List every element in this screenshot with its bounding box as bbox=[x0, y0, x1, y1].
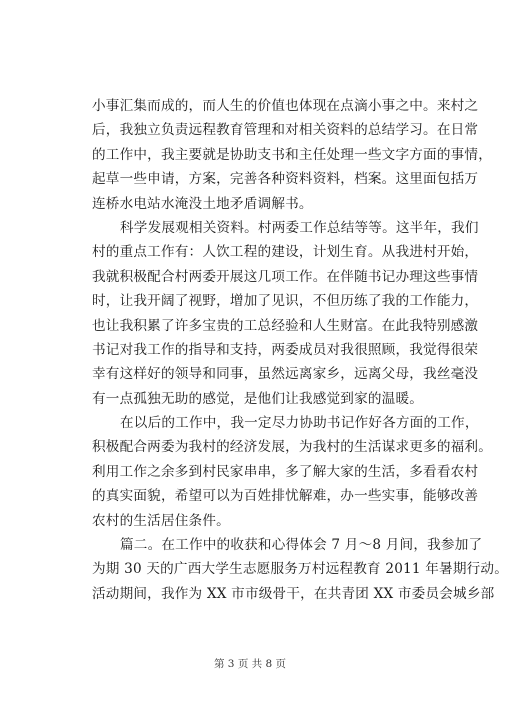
document-body bbox=[92, 94, 508, 606]
text-line: 科学发展观相关资料。村两委工作总结等等。这半年，我们 bbox=[120, 219, 479, 236]
text-line: 有一点孤独无助的感觉，是他们让我感觉到家的温暖。 bbox=[92, 390, 424, 407]
text-line: 为期 30 天的广西大学生志愿服务万村远程教育 2011 年暑期行动。 bbox=[92, 561, 508, 578]
text-line: 的工作中，我主要就是协助支书和主任处理一些文字方面的事情， bbox=[92, 146, 493, 163]
text-line: 后，我独立负责远程教育管理和对相关资料的总结学习。在日常 bbox=[92, 122, 479, 139]
text-line: 在以后的工作中，我一定尽力协助书记作好各方面的工作， bbox=[120, 415, 479, 432]
text-line: 时，让我开阔了视野，增加了见识，不但历练了我的工作能力， bbox=[92, 293, 479, 310]
page-footer: 第 3 页 共 8 页 bbox=[213, 658, 287, 670]
text-line: 书记对我工作的指导和支持，两委成员对我很照顾，我觉得很荣 bbox=[92, 341, 479, 358]
text-line: 活动期间，我作为 XX 市市级骨干，在共青团 XX 市委员会城乡部 bbox=[92, 585, 495, 602]
text-line: 也让我积累了许多宝贵的工总经验和人生财富。在此我特别感激 bbox=[92, 317, 479, 334]
text-line: 小事汇集而成的，而人生的价值也体现在点滴小事之中。来村之 bbox=[92, 98, 479, 114]
text-line: 幸有这样好的领导和同事，虽然远离家乡，远离父母，我丝毫没 bbox=[92, 366, 479, 383]
text-line: 积极配合两委为我村的经济发展，为我村的生活谋求更多的福利。 bbox=[92, 439, 493, 456]
text-line: 村的重点工作有：人饮工程的建设，计划生育。从我进村开始， bbox=[92, 244, 479, 261]
text-line: 我就积极配合村两委开展这几项工作。在伴随书记办理这些事情 bbox=[92, 268, 479, 285]
text-line: 利用工作之余多到村民家串串，多了解大家的生活，多看看农村 bbox=[92, 463, 479, 480]
text-line: 篇二。在工作中的收获和心得体会 7 月～8 月间，我参加了 bbox=[120, 537, 483, 554]
text-line: 连桥水电站水淹没土地矛盾调解书。 bbox=[92, 195, 313, 212]
text-line: 的真实面貌，希望可以为百姓排忧解难，办一些实事，能够改善 bbox=[92, 488, 479, 505]
text-line: 农村的生活居住条件。 bbox=[92, 512, 230, 529]
text-line: 起草一些申请，方案，完善各种资料资料，档案。这里面包括万 bbox=[92, 171, 479, 188]
